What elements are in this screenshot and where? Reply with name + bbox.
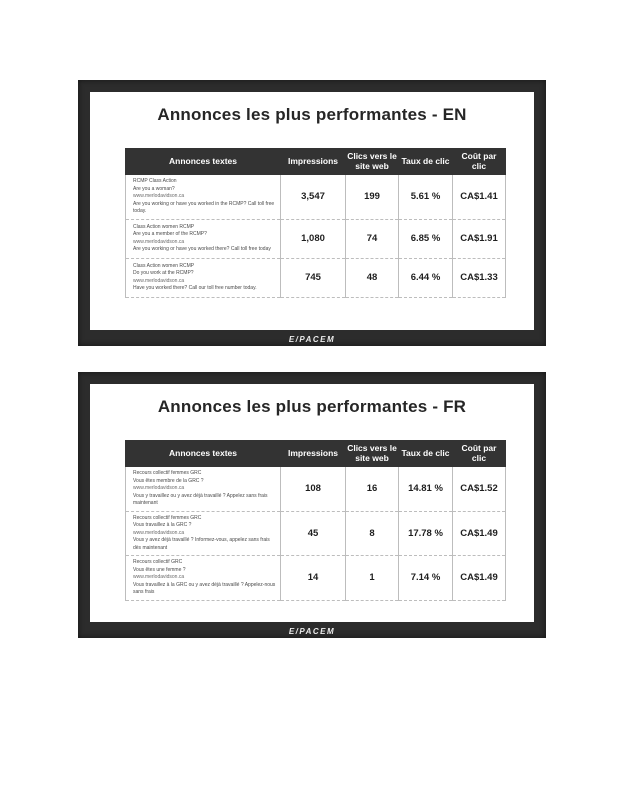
column-header-cpc: Coût par clic xyxy=(453,441,506,467)
column-header-clicks: Clics vers le site web xyxy=(346,441,399,467)
ads-table-en xyxy=(125,148,506,298)
espacem-logo: E/PACEM xyxy=(288,335,336,344)
ad-display-url: www.merlodavidson.ca xyxy=(133,485,185,491)
espacem-logo: E/PACEM xyxy=(288,627,336,636)
column-header-clicks: Clics vers le site web xyxy=(346,149,399,175)
impressions-cell: 14 xyxy=(281,556,346,601)
ad-text-cell xyxy=(126,467,281,512)
ad-display-url: www.merlodavidson.ca xyxy=(133,238,185,245)
ad-display-url: www.merlodavidson.ca xyxy=(133,193,185,199)
ad-description: Have you worked there? Call our toll free number today. xyxy=(133,285,257,291)
table-row xyxy=(126,467,506,512)
clicks-cell: 1 xyxy=(346,556,399,601)
ctr-cell: 14.81 % xyxy=(399,467,453,512)
ad-headline: Recours collectif GRC xyxy=(133,559,183,565)
impressions-cell: 745 xyxy=(281,258,346,297)
ad-text-cell xyxy=(126,219,281,258)
clicks-cell: 16 xyxy=(346,467,399,512)
table-header-row xyxy=(126,441,506,467)
impressions-cell: 108 xyxy=(281,467,346,512)
clicks-cell: 8 xyxy=(346,511,399,556)
ad-subline: Vous êtes membre de la GRC ? xyxy=(133,477,204,484)
impressions-cell: 45 xyxy=(281,511,346,556)
clicks-cell: 199 xyxy=(346,175,399,220)
ad-display-url: www.merlodavidson.ca xyxy=(133,277,185,284)
ad-text-cell xyxy=(126,258,281,297)
ad-description: Vous y travaillez ou y avez déjà travaillé ? Appelez sans frais maintenant xyxy=(133,492,268,506)
column-header-impressions: Impressions xyxy=(281,441,346,467)
column-header-impressions: Impressions xyxy=(281,149,346,175)
ad-subline: Do you work at the RCMP? xyxy=(133,270,194,276)
ad-display-url: www.merlodavidson.ca xyxy=(133,574,185,580)
ctr-cell: 7.14 % xyxy=(399,556,453,601)
ad-description: Are you working or have you worked in the RCMP? Call toll free today. xyxy=(133,200,275,214)
slide-en-title: Annonces les plus performantes - EN xyxy=(157,105,467,124)
ad-subline: Vous êtes une femme ? xyxy=(133,566,186,573)
ad-headline: Recours collectif femmes GRC xyxy=(133,470,202,476)
cpc-cell: CA$1.49 xyxy=(453,511,506,556)
ad-text-cell xyxy=(126,175,281,220)
ctr-cell: 6.44 % xyxy=(399,258,453,297)
column-header-ads: Annonces textes xyxy=(126,441,281,467)
column-header-ads: Annonces textes xyxy=(126,149,281,175)
table-header-row xyxy=(126,149,506,175)
impressions-cell: 3,547 xyxy=(281,175,346,220)
column-header-ctr: Taux de clic xyxy=(399,149,453,175)
cpc-cell: CA$1.41 xyxy=(453,175,506,220)
ad-description: Vous y avez déjà travaillé ? Informez-vous, appelez sans frais dès maintenant xyxy=(133,537,270,551)
column-header-ctr: Taux de clic xyxy=(399,441,453,467)
ad-headline: RCMP Class Action xyxy=(133,178,177,184)
ad-display-url: www.merlodavidson.ca xyxy=(133,529,185,536)
cpc-cell: CA$1.52 xyxy=(453,467,506,512)
ad-subline: Are you a member of the RCMP? xyxy=(133,231,207,237)
clicks-cell: 74 xyxy=(346,219,399,258)
clicks-cell: 48 xyxy=(346,258,399,297)
impressions-cell: 1,080 xyxy=(281,219,346,258)
table-row xyxy=(126,175,506,220)
cpc-cell: CA$1.49 xyxy=(453,556,506,601)
cpc-cell: CA$1.33 xyxy=(453,258,506,297)
ctr-cell: 6.85 % xyxy=(399,219,453,258)
table-row xyxy=(126,511,506,556)
ad-headline: Recours collectif femmes GRC xyxy=(133,514,202,521)
ctr-cell: 5.61 % xyxy=(399,175,453,220)
ads-table-fr xyxy=(125,440,506,601)
slide-fr xyxy=(78,372,546,638)
slide-fr-content xyxy=(90,384,534,622)
ad-text-cell xyxy=(126,556,281,601)
ad-text-cell xyxy=(126,511,281,556)
ad-subline: Are you a woman? xyxy=(133,185,175,192)
cpc-cell: CA$1.91 xyxy=(453,219,506,258)
ad-description: Are you working or have you worked there? Call toll free today xyxy=(133,246,271,252)
ad-subline: Vous travaillez à la GRC ? xyxy=(133,522,192,528)
ad-headline: Class Action women RCMP xyxy=(133,223,195,230)
ad-headline: Class Action women RCMP xyxy=(133,262,195,269)
column-header-cpc: Coût par clic xyxy=(453,149,506,175)
ad-description: Vous travaillez à la GRC ou y avez déjà travaillé ? Appelez-nous sans frais xyxy=(133,581,276,595)
slide-en xyxy=(78,80,546,346)
slide-en-content xyxy=(90,92,534,330)
table-row xyxy=(126,556,506,601)
table-row xyxy=(126,258,506,297)
ctr-cell: 17.78 % xyxy=(399,511,453,556)
slide-fr-title: Annonces les plus performantes - FR xyxy=(157,397,467,416)
table-row xyxy=(126,219,506,258)
